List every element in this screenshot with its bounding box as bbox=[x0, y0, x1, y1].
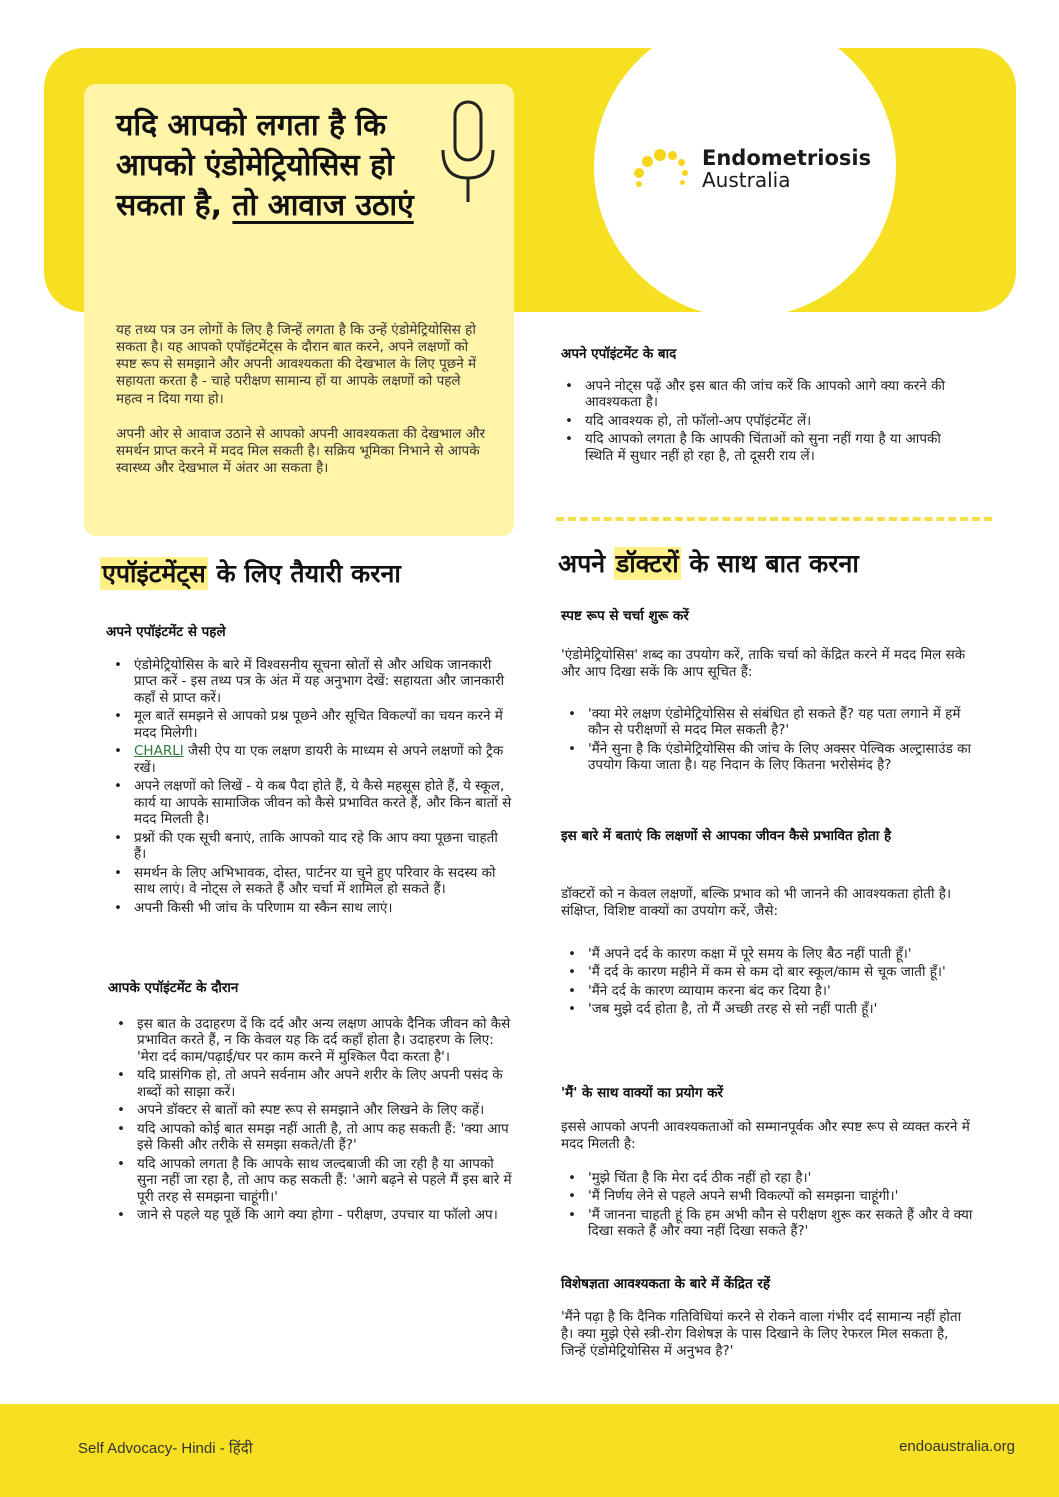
section-heading-preparing: एपॉइंटमेंट्स के लिए तैयारी करना bbox=[102, 559, 401, 588]
list-item: • यदि आपको लगता है कि आपकी चिंताओं को सुना नहीं गया है या आपकी स्थिति में सुधार नहीं हो रहा है, तो दूसरी राय लें। bbox=[563, 431, 973, 464]
logo-line2: Australia bbox=[702, 167, 791, 192]
list-item: • समर्थन के लिए अभिभावक, दोस्त, पार्टनर या चुने हुए परिवार के सदस्य को साथ लाएं। वे नोट्स ले सकते हैं और चर्चा में शामिल हो सकते हैं। bbox=[112, 865, 512, 898]
list-item: • अपने लक्षणों को लिखें - ये कब पैदा होते हैं, ये कैसे महसूस होते हैं, ये स्कूल, कार्य या आपके सामाजिक जीवन को कैसे प्रभावित करते हैं, और किन बातों से मदद मिलती है। bbox=[112, 778, 512, 827]
logo-dots-icon bbox=[632, 146, 692, 192]
start-list bbox=[566, 706, 976, 776]
logo-line1: Endometriosis bbox=[702, 146, 872, 171]
list-item: • अपने डॉक्टर से बातों को स्पष्ट रूप से समझाने और लिखने के लिए कहें। bbox=[115, 1102, 515, 1118]
list-item: • 'क्या मेरे लक्षण एंडोमेट्रियोसिस से संबंधित हो सकते हैं? यह पता लगाने में हमें कौन से परीक्षणों से मदद मिल सकती है?' bbox=[566, 706, 976, 739]
list-item: • 'मुझे चिंता है कि मेरा दर्द ठीक नहीं हो रहा है।' bbox=[566, 1170, 981, 1186]
footer-website-link[interactable]: endoaustralia.org bbox=[899, 1438, 1015, 1455]
charli-link[interactable]: CHARLI bbox=[134, 743, 184, 760]
subheading-specialist: विशेषज्ञता आवश्यकता के बारे में केंद्रित रहें bbox=[561, 1276, 771, 1292]
list-item: • 'मैं अपने दर्द के कारण कक्षा में पूरे समय के लिए बैठ नहीं पाती हूँ।' bbox=[566, 946, 976, 962]
intro-paragraph: अपनी ओर से आवाज उठाने से आपको अपनी आवश्यकता की देखभाल और समर्थन प्राप्त करने में मदद मिल सकती है। सक्रिय भूमिका निभाने से आपके स्वास्थ्य और देखभाल में अंतर आ सकता है। bbox=[116, 425, 486, 476]
list-item: • इस बात के उदाहरण दें कि दर्द और अन्य लक्षण आपके दैनिक जीवन को कैसे प्रभावित करते हैं, न कि केवल यह कि दर्द कहाँ होता है। उदाहरण के लिए: 'मेरा दर्द काम/पढ़ाई/घर पर काम करने में मुश्किल पैदा करता है'। bbox=[115, 1016, 515, 1065]
subheading-during: आपके एपॉइंटमेंट के दौरान bbox=[108, 980, 239, 996]
list-item: • जाने से पहले यह पूछें कि आगे क्या होगा - परीक्षण, उपचार या फॉलो अप। bbox=[115, 1207, 515, 1223]
list-item: • CHARLI जैसी ऐप या एक लक्षण डायरी के माध्यम से अपने लक्षणों को ट्रैक रखें। bbox=[112, 743, 512, 776]
during-list bbox=[115, 1016, 515, 1226]
list-item: • मूल बातें समझने से आपको प्रश्न पूछने और सूचित विकल्पों का चयन करने में मदद मिलेगी। bbox=[112, 708, 512, 741]
list-item: • यदि प्रासंगिक हो, तो अपने सर्वनाम और अपने शरीर के लिए अपनी पसंद के शब्दों को साझा करें। bbox=[115, 1067, 515, 1100]
subheading-before: अपने एपॉइंटमेंट से पहले bbox=[106, 624, 226, 640]
subheading-i-statements: 'मैं' के साथ वाक्यों का प्रयोग करें bbox=[561, 1085, 724, 1101]
list-item: • यदि आपको कोई बात समझ नहीं आती है, तो आप कह सकती हैं: 'क्या आप इसे किसी और तरीके से समझा सकते/ती हैं?' bbox=[115, 1121, 515, 1154]
list-item: • 'मैं दर्द के कारण महीने में कम से कम दो बार स्कूल/काम से चूक जाती हूँ।' bbox=[566, 964, 976, 980]
impact-list bbox=[566, 946, 976, 1020]
after-list bbox=[563, 378, 973, 466]
paragraph: 'एंडोमेट्रियोसिस' शब्द का उपयोग करें, ताकि चर्चा को केंद्रित करने में मदद मिल सके और आप दिखा सकें कि आप सूचित हैं: bbox=[561, 647, 966, 681]
paragraph: 'मैंने पढ़ा है कि दैनिक गतिविधियां करने से रोकने वाला गंभीर दर्द सामान्य नहीं होता है। क्या मुझे ऐसे स्त्री-रोग विशेषज्ञ के पास दिखाने के लिए रेफरल मिल सकता है, जिन्हें एंडोमेट्रियोसिस में अनुभव है?' bbox=[561, 1309, 962, 1360]
paragraph: डॉक्टरों को न केवल लक्षणों, बल्कि प्रभाव को भी जानने की आवश्यकता होती है। संक्षिप्त, विशिष्ट वाक्यों का उपयोग करें, जैसे: bbox=[561, 886, 952, 920]
list-item: • 'मैं निर्णय लेने से पहले अपने सभी विकल्पों को समझना चाहूंगी।' bbox=[566, 1188, 981, 1204]
page-title: यदि आपको लगता है कि आपको एंडोमेट्रियोसिस हो सकता है, तो आवाज उठाएं bbox=[116, 108, 414, 224]
before-list bbox=[112, 657, 512, 918]
subheading-after: अपने एपॉइंटमेंट के बाद bbox=[561, 346, 677, 362]
footer bbox=[0, 1404, 1059, 1497]
list-item: • 'जब मुझे दर्द होता है, तो मैं अच्छी तरह से सो नहीं पाती हूँ।' bbox=[566, 1001, 976, 1017]
list-item: • यदि आपको लगता है कि आपके साथ जल्दबाजी की जा रही है या आपको सुना नहीं जा रहा है, तो आप कह सकती हैं: 'आगे बढ़ने से पहले मैं इस बारे में पूरी तरह से समझना चाहूंगी।' bbox=[115, 1156, 515, 1205]
microphone-icon bbox=[438, 98, 498, 206]
intro-text bbox=[116, 322, 486, 495]
dashed-divider bbox=[556, 517, 992, 521]
list-item: • यदि आवश्यक हो, तो फॉलो-अप एपॉइंटमेंट लें। bbox=[563, 413, 973, 429]
intro-paragraph: यह तथ्य पत्र उन लोगों के लिए है जिन्हें लगता है कि उन्हें एंडोमेट्रियोसिस हो सकता है। यह आपको एपॉइंटमेंट्स के दौरान बात करने, अपने लक्षणों को स्पष्ट रूप से समझाने और अपनी आवश्यकता की देखभाल के लिए पूछने में सहायता करता है - चाहे परीक्षण सामान्य हों या आपके लक्षणों को पहले महत्व न दिया गया हो। bbox=[116, 322, 477, 407]
i-statements-list bbox=[566, 1170, 981, 1242]
list-item: • एंडोमेट्रियोसिस के बारे में विश्वसनीय सूचना स्रोतों से और अधिक जानकारी प्राप्त करें - इस तथ्य पत्र के अंत में यह अनुभाग देखें: सहायता और जानकारी कहाँ से प्राप्त करें। bbox=[112, 657, 512, 706]
list-item: • 'मैंने सुना है कि एंडोमेट्रियोसिस की जांच के लिए अक्सर पेल्विक अल्ट्रासाउंड का उपयोग किया जाता है। यह निदान के लिए कितना भरोसेमंद है? bbox=[566, 741, 976, 774]
logo bbox=[632, 146, 871, 192]
section-heading-doctors: अपने डॉक्टरों के साथ बात करना bbox=[558, 549, 859, 578]
footer-document-label: Self Advocacy- Hindi - हिंदी bbox=[78, 1440, 253, 1457]
list-item: • 'मैं जानना चाहती हूं कि हम अभी कौन से परीक्षण शुरू कर सकते हैं और वे क्या दिखा सकते हैं और क्या नहीं दिखा सकते हैं?' bbox=[566, 1207, 981, 1240]
subheading-impact: इस बारे में बताएं कि लक्षणों से आपका जीवन कैसे प्रभावित होता है bbox=[561, 828, 892, 844]
list-item: • अपने नोट्स पढ़ें और इस बात की जांच करें कि आपको आगे क्या करने की आवश्यकता है। bbox=[563, 378, 973, 411]
list-item: • अपनी किसी भी जांच के परिणाम या स्कैन साथ लाएं। bbox=[112, 900, 512, 916]
list-item: • प्रश्नों की एक सूची बनाएं, ताकि आपको याद रहे कि आप क्या पूछना चाहती हैं। bbox=[112, 830, 512, 863]
subheading-start-clearly: स्पष्ट रूप से चर्चा शुरू करें bbox=[561, 608, 689, 624]
paragraph: इससे आपको अपनी आवश्यकताओं को सम्मानपूर्वक और स्पष्ट रूप से व्यक्त करने में मदद मिलती है: bbox=[561, 1119, 970, 1153]
list-item: • 'मैंने दर्द के कारण व्यायाम करना बंद कर दिया है।' bbox=[566, 983, 976, 999]
